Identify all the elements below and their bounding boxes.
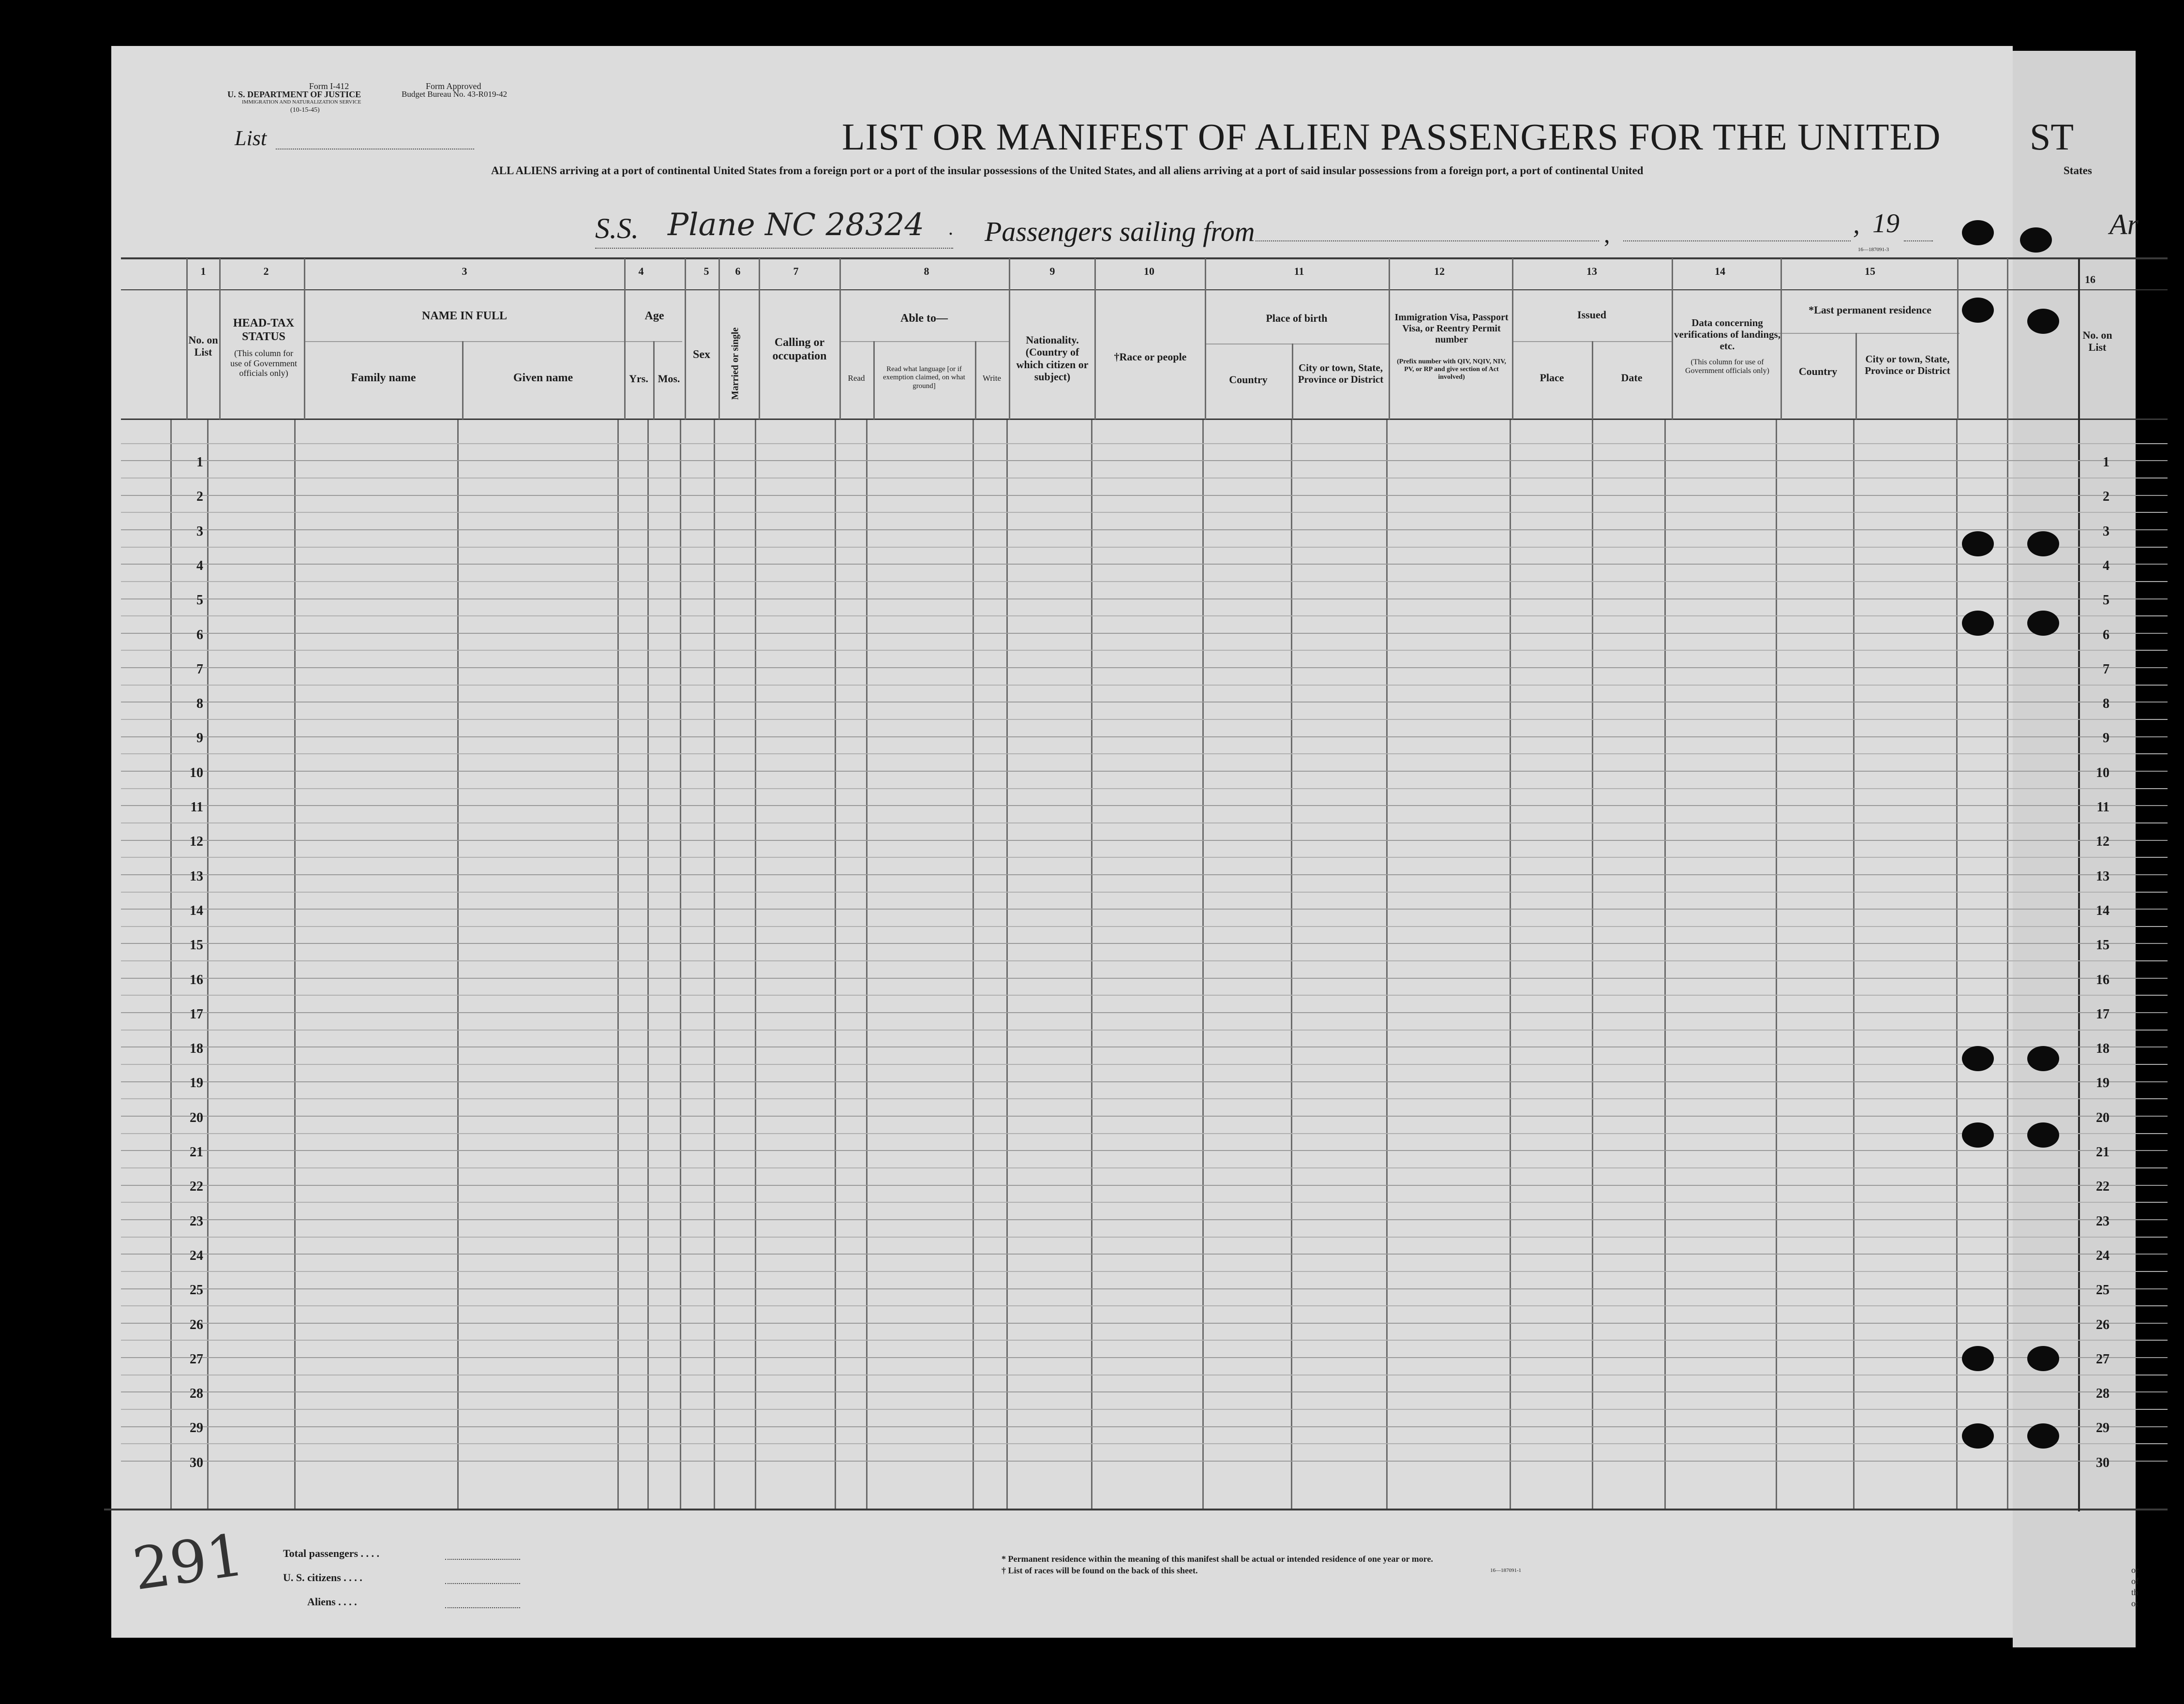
row-line bbox=[121, 1081, 2168, 1082]
budget: Budget Bureau No. 43-R019-42 bbox=[402, 90, 508, 99]
header-name-in-full: NAME IN FULL bbox=[421, 310, 507, 322]
row-line bbox=[121, 960, 2168, 961]
colnum-7: 7 bbox=[793, 265, 799, 277]
header-able-to: Able to— bbox=[900, 312, 948, 325]
row-line bbox=[121, 978, 2168, 979]
row-number-right: 14 bbox=[2096, 903, 2109, 918]
punch-hole bbox=[1962, 611, 1994, 636]
header-bottom-border bbox=[121, 419, 2168, 420]
row-number-right: 7 bbox=[2103, 662, 2109, 677]
row-number-right: 26 bbox=[2096, 1317, 2109, 1332]
row-number: 30 bbox=[190, 1455, 203, 1470]
row-line bbox=[121, 822, 2168, 823]
colnum-11: 11 bbox=[1294, 265, 1304, 277]
row-line bbox=[121, 1098, 2168, 1099]
row-line bbox=[121, 857, 2168, 858]
row-number: 4 bbox=[196, 558, 203, 573]
row-number: 1 bbox=[196, 455, 203, 470]
row-number-right: 11 bbox=[2096, 800, 2109, 815]
row-line bbox=[121, 1202, 2168, 1203]
date-code: (10-15-45) bbox=[290, 106, 320, 114]
footer-code: 16—187091-1 bbox=[1490, 1568, 1522, 1573]
row-line bbox=[121, 1185, 2168, 1186]
row-line bbox=[121, 1461, 2168, 1462]
manifest-subtitle: ALL ALIENS arriving at a port of continental United States from a foreign port or a port of the insular possessions of the United States, and all aliens arriving at a port of said insular possessions from a foreign port, a port of continental United bbox=[491, 164, 1644, 177]
row-line bbox=[121, 805, 2168, 806]
row-line bbox=[121, 1271, 2168, 1272]
header-visa-note: (Prefix number with QIV, NQIV, NIV, PV, or RP and give section of Act involved) bbox=[1397, 358, 1506, 381]
right-edge-text-1: or bbox=[2131, 1565, 2139, 1575]
next-sheet-edge bbox=[2013, 51, 2139, 1647]
header-sex: Sex bbox=[693, 348, 710, 361]
punch-hole bbox=[2027, 1046, 2059, 1071]
row-line bbox=[121, 460, 2168, 461]
row-line bbox=[121, 702, 2168, 703]
row-line bbox=[121, 840, 2168, 841]
row-line bbox=[121, 1116, 2168, 1117]
aliens-label: Aliens . . . . bbox=[307, 1596, 357, 1608]
colnum-5: 5 bbox=[703, 265, 709, 277]
ship-line bbox=[595, 247, 953, 249]
header-head-tax: HEAD-TAX STATUS bbox=[233, 317, 295, 343]
header-read-language: Read what language [or if exemption claimed, on what ground] bbox=[883, 365, 965, 390]
header-married: Married or single bbox=[730, 327, 741, 400]
row-line bbox=[121, 1426, 2168, 1427]
arriving-partial: Ar bbox=[2109, 209, 2139, 240]
header-no-on-list: No. on List bbox=[188, 334, 218, 359]
row-number: 23 bbox=[190, 1214, 203, 1229]
row-number-right: 23 bbox=[2096, 1214, 2109, 1229]
row-number: 17 bbox=[190, 1007, 203, 1022]
colnum-15: 15 bbox=[1865, 265, 1875, 277]
header-residence-city: City or town, State, Province or District bbox=[1865, 353, 1950, 377]
row-number-right: 10 bbox=[2096, 765, 2109, 780]
colnum-2: 2 bbox=[263, 265, 269, 277]
row-number: 10 bbox=[190, 765, 203, 780]
header-yrs: Yrs. bbox=[629, 373, 648, 385]
row-line bbox=[121, 685, 2168, 686]
row-line bbox=[121, 615, 2168, 616]
row-line bbox=[121, 892, 2168, 893]
row-line bbox=[121, 1064, 2168, 1065]
row-number-right: 29 bbox=[2096, 1420, 2109, 1435]
header-given-name: Given name bbox=[513, 372, 573, 384]
row-number: 19 bbox=[190, 1076, 203, 1091]
total-passengers-label: Total passengers . . . . bbox=[283, 1547, 380, 1559]
colnum-13: 13 bbox=[1586, 265, 1597, 277]
list-line bbox=[276, 148, 474, 149]
row-number-right: 1 bbox=[2103, 455, 2109, 470]
sailing-label: Passengers sailing from bbox=[985, 216, 1255, 247]
colnum-16: 16 bbox=[2085, 273, 2095, 285]
row-line bbox=[121, 1237, 2168, 1238]
row-line bbox=[121, 909, 2168, 910]
manifest-sheet bbox=[111, 46, 2013, 1638]
header-nationality: Nationality. (Country of which citizen or subject) bbox=[1016, 334, 1089, 383]
row-number: 16 bbox=[190, 972, 203, 987]
row-line bbox=[121, 1150, 2168, 1151]
row-line bbox=[121, 753, 2168, 754]
row-number-right: 17 bbox=[2096, 1007, 2109, 1022]
row-number: 15 bbox=[190, 938, 203, 953]
colnum-14: 14 bbox=[1715, 265, 1725, 277]
row-line bbox=[121, 598, 2168, 599]
right-edge-text-3: th bbox=[2131, 1587, 2139, 1597]
row-line bbox=[121, 512, 2168, 513]
row-line bbox=[121, 1305, 2168, 1306]
row-number-right: 27 bbox=[2096, 1352, 2109, 1367]
row-number-right: 16 bbox=[2096, 972, 2109, 987]
row-number-right: 9 bbox=[2103, 731, 2109, 746]
punch-hole bbox=[1962, 531, 1994, 556]
punch-hole bbox=[1962, 1122, 1994, 1148]
punch-hole bbox=[1962, 1423, 1994, 1449]
department: U. S. DEPARTMENT OF JUSTICE bbox=[227, 90, 361, 99]
row-number-right: 21 bbox=[2096, 1145, 2109, 1160]
manifest-title: LIST OR MANIFEST OF ALIEN PASSENGERS FOR THE UNITED bbox=[842, 116, 1941, 158]
punch-hole bbox=[1962, 298, 1994, 323]
row-number-right: 24 bbox=[2096, 1248, 2109, 1263]
row-number-right: 13 bbox=[2096, 869, 2109, 884]
header-calling: Calling or occupation bbox=[772, 336, 827, 362]
sailing-from-line bbox=[1256, 239, 1599, 241]
row-number-right: 12 bbox=[2096, 834, 2109, 849]
row-line bbox=[121, 1391, 2168, 1392]
row-number: 20 bbox=[190, 1110, 203, 1125]
colnum-4: 4 bbox=[638, 265, 644, 277]
row-line bbox=[121, 547, 2168, 548]
row-line bbox=[121, 1409, 2168, 1410]
manifest-subtitle-continued: States bbox=[2064, 164, 2092, 177]
row-line bbox=[121, 943, 2168, 944]
row-number: 13 bbox=[190, 869, 203, 884]
header-read: Read bbox=[848, 374, 865, 383]
year-line bbox=[1904, 239, 1933, 241]
row-number-right: 20 bbox=[2096, 1110, 2109, 1125]
punch-hole bbox=[1962, 220, 1994, 245]
list-label: List bbox=[235, 126, 267, 150]
row-number: 18 bbox=[190, 1041, 203, 1056]
row-number: 25 bbox=[190, 1283, 203, 1298]
row-number: 5 bbox=[196, 593, 203, 608]
row-line bbox=[121, 667, 2168, 668]
colnum-10: 10 bbox=[1144, 265, 1154, 277]
row-number-right: 3 bbox=[2103, 524, 2109, 539]
row-number-right: 18 bbox=[2096, 1041, 2109, 1056]
table-bottom-border bbox=[104, 1509, 2168, 1510]
punch-hole bbox=[1962, 1346, 1994, 1371]
row-line bbox=[121, 650, 2168, 651]
row-line bbox=[121, 529, 2168, 530]
punch-hole bbox=[2027, 531, 2059, 556]
row-line bbox=[121, 874, 2168, 875]
row-line bbox=[121, 771, 2168, 772]
us-citizens-label: U. S. citizens . . . . bbox=[283, 1571, 362, 1584]
table-top-border bbox=[121, 257, 2168, 259]
header-issued-date: Date bbox=[1621, 372, 1643, 384]
row-line bbox=[121, 1167, 2168, 1168]
row-line bbox=[121, 564, 2168, 565]
row-number-right: 19 bbox=[2096, 1076, 2109, 1091]
row-number: 2 bbox=[196, 489, 203, 504]
punch-hole bbox=[2027, 611, 2059, 636]
row-line bbox=[121, 1012, 2168, 1013]
header-residence-country: Country bbox=[1798, 365, 1838, 377]
colnum-3: 3 bbox=[462, 265, 467, 277]
row-number-right: 8 bbox=[2103, 696, 2109, 711]
year-label: 19 bbox=[1872, 209, 1900, 239]
colnum-9: 9 bbox=[1049, 265, 1055, 277]
header-family-name: Family name bbox=[351, 372, 416, 384]
row-number-right: 28 bbox=[2096, 1386, 2109, 1401]
row-line bbox=[121, 1357, 2168, 1358]
row-line bbox=[121, 581, 2168, 582]
row-number: 28 bbox=[190, 1386, 203, 1401]
manifest-title-continued: ST bbox=[2030, 116, 2074, 158]
row-line bbox=[121, 719, 2168, 720]
row-line bbox=[121, 495, 2168, 496]
row-line bbox=[121, 633, 2168, 634]
row-number: 22 bbox=[190, 1179, 203, 1194]
header-no-on-list-right: No. on List bbox=[2082, 329, 2112, 354]
header-last-residence: *Last permanent residence bbox=[1809, 304, 1931, 316]
row-number: 27 bbox=[190, 1352, 203, 1367]
row-line bbox=[121, 1030, 2168, 1031]
form-id: Form I-412 bbox=[309, 81, 349, 91]
row-number-right: 6 bbox=[2103, 628, 2109, 643]
row-number: 29 bbox=[190, 1420, 203, 1435]
row-line bbox=[121, 995, 2168, 996]
ship-prefix: S.S. bbox=[595, 212, 639, 244]
row-number: 7 bbox=[196, 662, 203, 677]
row-line bbox=[121, 1288, 2168, 1289]
footnote-races: † List of races will be found on the back of this sheet. bbox=[1002, 1566, 1198, 1575]
punch-hole bbox=[2027, 1346, 2059, 1371]
row-line bbox=[121, 1340, 2168, 1341]
row-number: 9 bbox=[196, 731, 203, 746]
approved: Form Approved bbox=[426, 81, 481, 91]
header-birth-city: City or town, State, Province or District bbox=[1298, 362, 1384, 386]
row-number: 12 bbox=[190, 834, 203, 849]
row-number: 11 bbox=[190, 800, 203, 815]
print-code: 16—187091-3 bbox=[1858, 247, 1889, 253]
row-number-right: 25 bbox=[2096, 1283, 2109, 1298]
date-line bbox=[1623, 239, 1851, 241]
right-edge-text-2: of bbox=[2131, 1576, 2139, 1586]
row-number: 8 bbox=[196, 696, 203, 711]
row-number: 21 bbox=[190, 1145, 203, 1160]
colnum-1: 1 bbox=[200, 265, 206, 277]
ship-name-handwritten: Plane NC 28324 bbox=[668, 207, 925, 243]
header-verifications-note: (This column for use of Government officials only) bbox=[1685, 358, 1769, 375]
header-issued: Issued bbox=[1577, 309, 1606, 321]
punch-hole bbox=[2027, 1122, 2059, 1148]
header-issued-place: Place bbox=[1540, 372, 1564, 384]
header-place-of-birth: Place of birth bbox=[1266, 312, 1328, 324]
header-mos: Mos. bbox=[658, 373, 680, 385]
row-number-right: 5 bbox=[2103, 593, 2109, 608]
row-number-right: 15 bbox=[2096, 938, 2109, 953]
header-head-tax-note: (This column for use of Government officials only) bbox=[230, 348, 297, 378]
row-line bbox=[121, 1219, 2168, 1220]
row-line bbox=[121, 1254, 2168, 1255]
header-birth-country: Country bbox=[1229, 374, 1268, 386]
row-line bbox=[121, 1133, 2168, 1134]
punch-hole bbox=[2020, 227, 2052, 253]
right-edge-text-4: ot bbox=[2131, 1599, 2139, 1608]
row-number: 24 bbox=[190, 1248, 203, 1263]
punch-hole bbox=[2027, 1423, 2059, 1449]
handwritten-number: 291 bbox=[129, 1521, 248, 1604]
row-line bbox=[121, 443, 2168, 444]
colnum-6: 6 bbox=[735, 265, 741, 277]
row-number: 26 bbox=[190, 1317, 203, 1332]
row-number: 14 bbox=[190, 903, 203, 918]
row-number: 3 bbox=[196, 524, 203, 539]
colnum-border bbox=[121, 289, 2168, 290]
row-number-right: 4 bbox=[2103, 558, 2109, 573]
row-number-right: 2 bbox=[2103, 489, 2109, 504]
row-line bbox=[121, 1323, 2168, 1324]
row-line bbox=[121, 1046, 2168, 1047]
row-number-right: 22 bbox=[2096, 1179, 2109, 1194]
row-line bbox=[121, 926, 2168, 927]
header-age: Age bbox=[644, 310, 664, 322]
header-verifications: Data concerning verifications of landings, etc. bbox=[1674, 317, 1780, 352]
header-visa: Immigration Visa, Passport Visa, or Reentry Permit number bbox=[1394, 312, 1509, 345]
row-number-right: 30 bbox=[2096, 1455, 2109, 1470]
colnum-12: 12 bbox=[1434, 265, 1445, 277]
row-line bbox=[121, 736, 2168, 737]
punch-hole bbox=[1962, 1046, 1994, 1071]
header-race: †Race or people bbox=[1114, 351, 1187, 363]
colnum-8: 8 bbox=[924, 265, 929, 277]
row-number: 6 bbox=[196, 628, 203, 643]
punch-hole bbox=[2027, 309, 2059, 334]
service: IMMIGRATION AND NATURALIZATION SERVICE bbox=[242, 99, 361, 105]
header-write: Write bbox=[982, 374, 1002, 383]
row-line bbox=[121, 788, 2168, 789]
row-line bbox=[121, 1443, 2168, 1444]
footnote-residence: * Permanent residence within the meaning of this manifest shall be actual or intended residence of one year or more. bbox=[1002, 1554, 1433, 1564]
